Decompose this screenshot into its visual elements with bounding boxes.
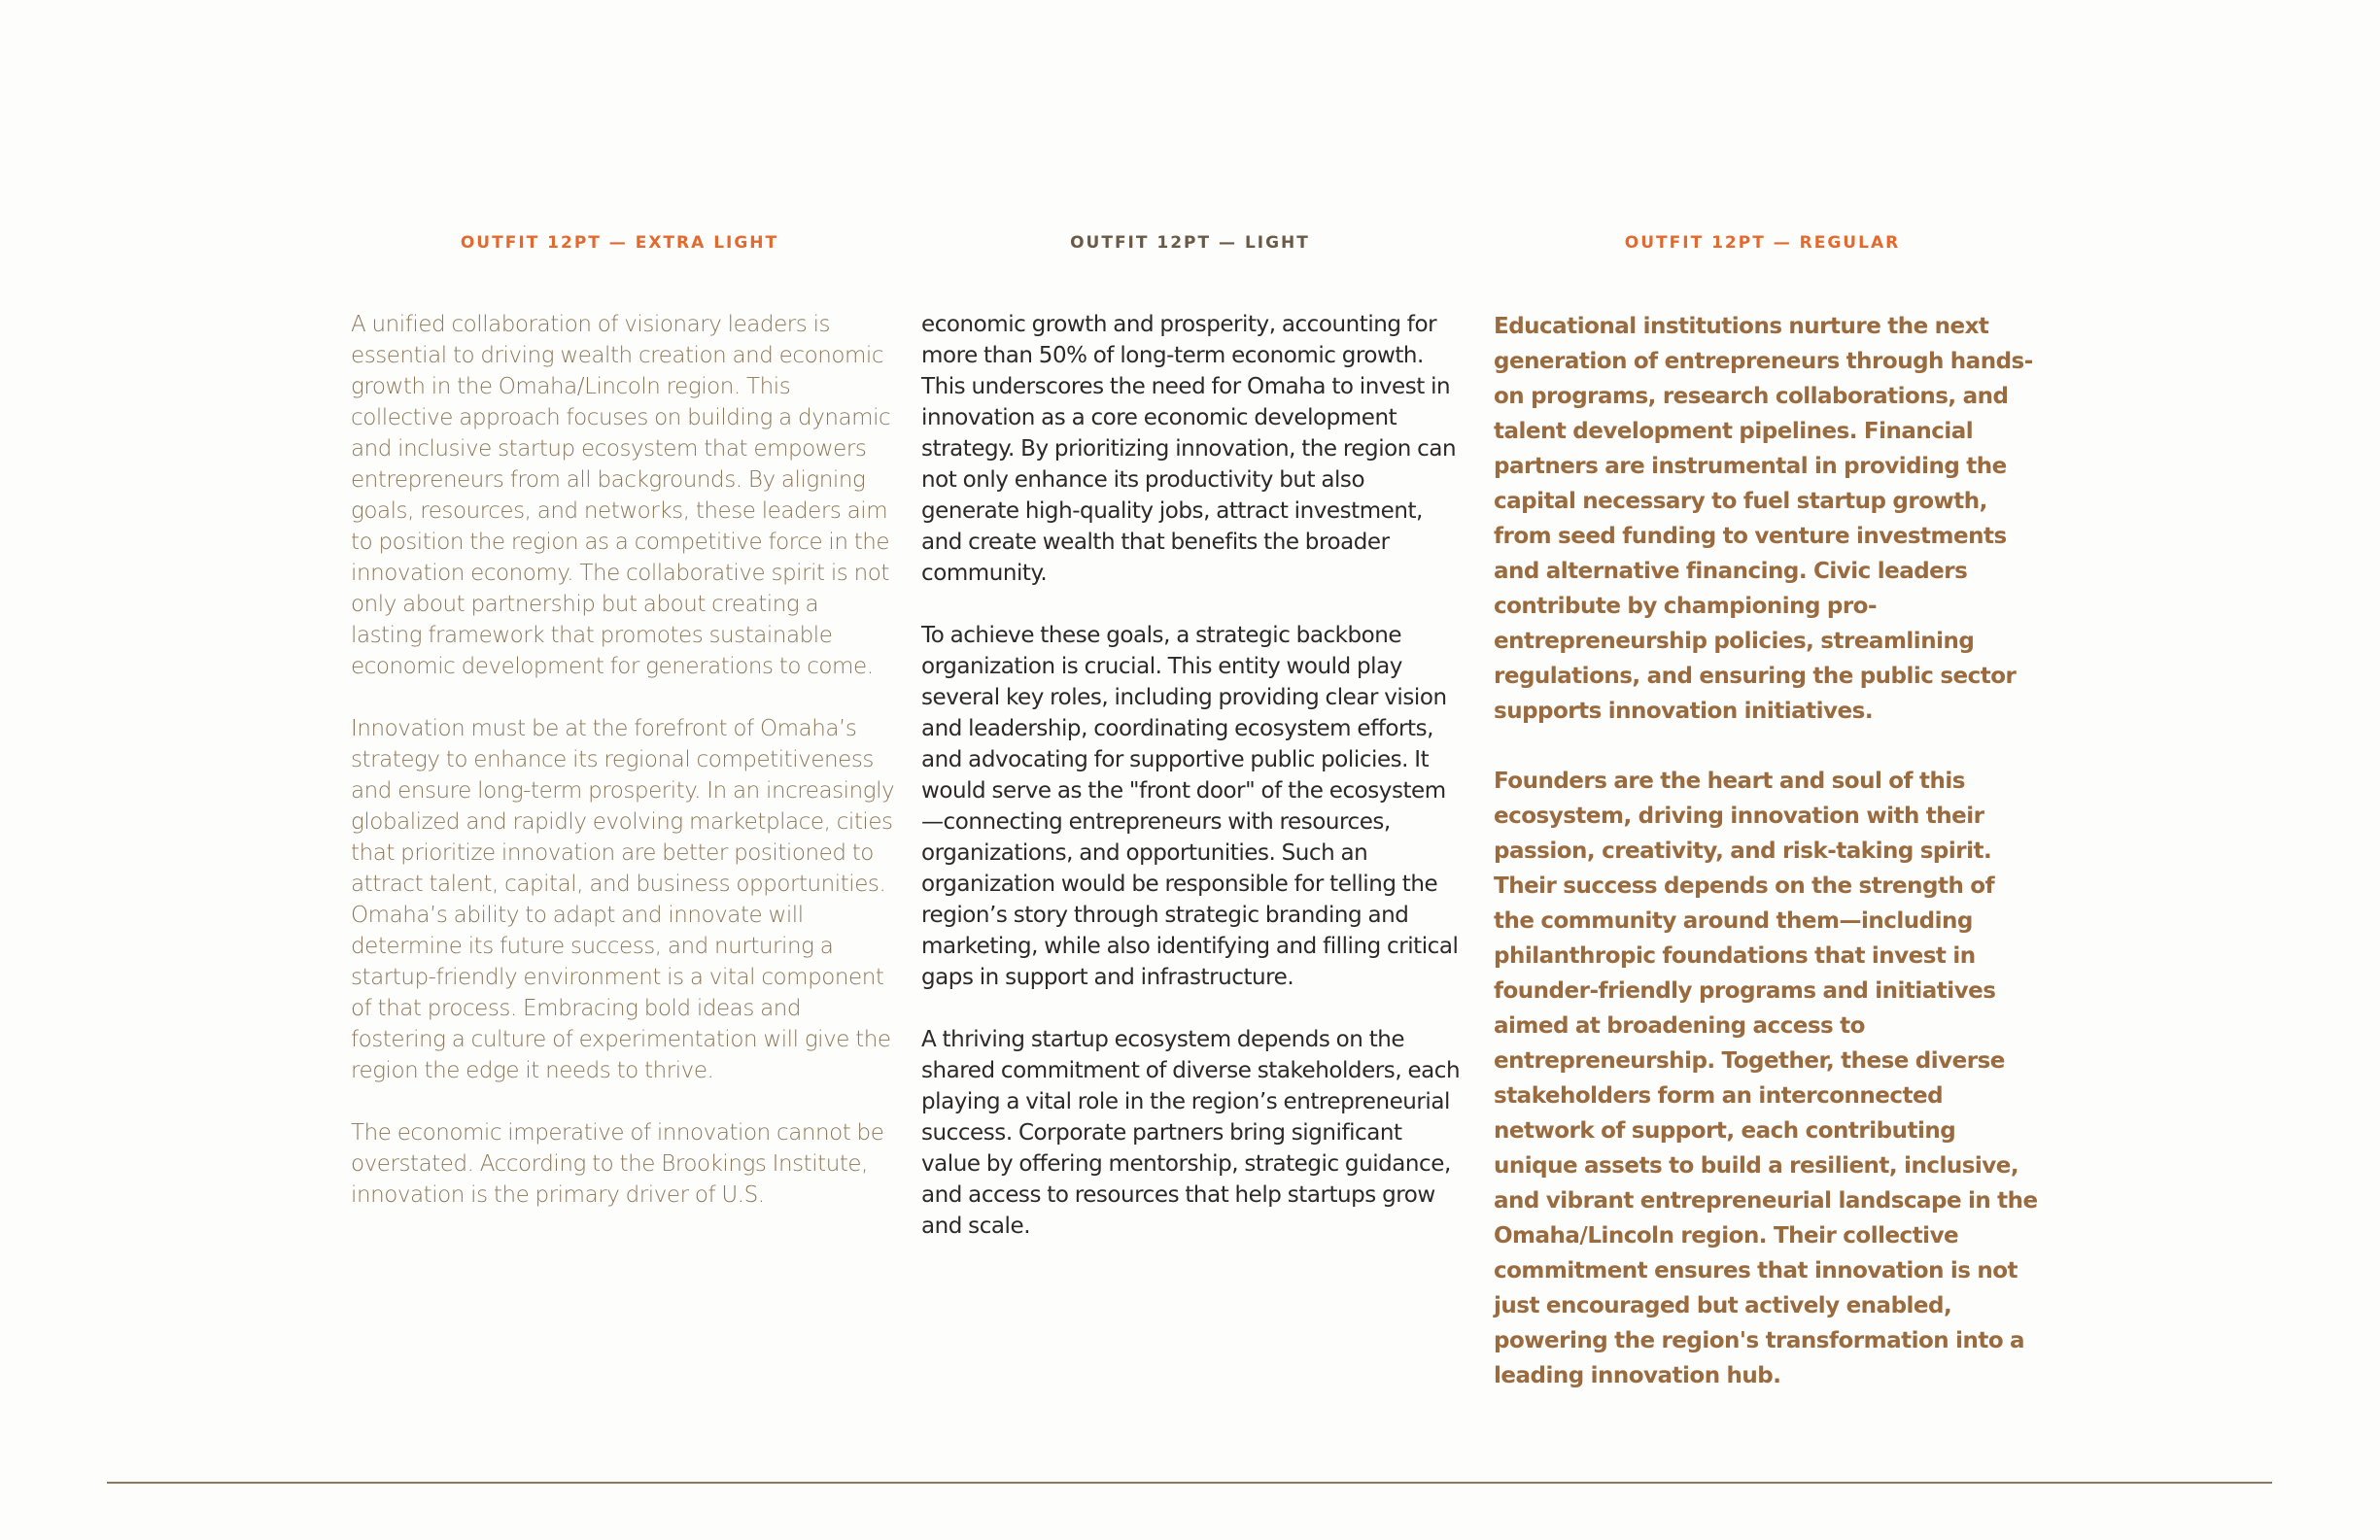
paragraph: Educational institutions nurture the next generation of entrepreneurs through hands-on programs, research collaborations, and talent development pipelines. Financial partners are instrumental in providing the capital necessary to fuel startup growth, from seed funding to venture investments and alternative financing. Civic leaders contribute by championing pro-entrepreneurship policies, streamlining regulations, and ensuring the public sector supports innovation initiatives.: [1494, 314, 2033, 724]
column-heading: OUTFIT 12PT — EXTRA LIGHT: [460, 233, 779, 253]
paragraph: To achieve these goals, a strategic backbone organization is crucial. This entity would play several key roles, including providing clear vision and leadership, coordinating ecosystem efforts, and advocating for supportive public policies. It would serve as the "front door" of the ecosystem—connecting entrepreneurs with resources, organizations, and opportunities. Such an organization would be responsible for telling the region’s story through strategic branding and marketing, while also identifying and filling critical gaps in support and infrastructure.: [921, 623, 1459, 990]
column-heading: OUTFIT 12PT — LIGHT: [1070, 233, 1310, 253]
paragraph: A unified collaboration of visionary leaders is essential to driving wealth creation and economic growth in the Omaha/Lincoln region. This collective approach focuses on building a dynamic and inclusive startup ecosystem that empowers entrepreneurs from all backgrounds. By aligning goals, resources, and networks, these leaders aim to position the region as a competitive force in the innovation economy. The collaborative spirit is not only about partnership but about creating a lasting framework that promotes sustainable economic development for generations to come.: [351, 312, 891, 679]
paragraph: Founders are the heart and soul of this ecosystem, driving innovation with their passion, creativity, and risk-taking spirit. Their success depends on the strength of the community around them—including philanthropic foundations that invest in founder-friendly programs and initiatives aimed at broadening access to entrepreneurship. Together, these diverse stakeholders form an interconnected network of support, each contributing unique assets to build a resilient, inclusive, and vibrant entrepreneurial landscape in the Omaha/Lincoln region. Their collective commitment ensures that innovation is not just encouraged but actively enabled, powering the region's transformation into a leading innovation hub.: [1494, 769, 2038, 1388]
column-body: [351, 309, 895, 1242]
paragraph: Innovation must be at the forefront of Omaha’s strategy to enhance its regional competitiveness and ensure long-term prosperity. In an increasingly globalized and rapidly evolving marketplace, cities that prioritize innovation are better positioned to attract talent, capital, and business opportunities. Omaha’s ability to adapt and innovate will determine its future success, and nurturing a startup-friendly environment is a vital component of that process. Embracing bold ideas and fostering a culture of experimentation will give the region the edge it needs to thrive.: [351, 716, 895, 1083]
paragraph: A thriving startup ecosystem depends on the shared commitment of diverse stakeholders, each playing a vital role in the region’s entrepreneurial success. Corporate partners bring significant value by offering mentorship, strategic guidance, and access to resources that help startups grow and scale.: [921, 1027, 1461, 1239]
paragraph: The economic imperative of innovation cannot be overstated. According to the Brookings Institute, innovation is the primary driver of U.S.: [351, 1120, 884, 1208]
paragraph: economic growth and prosperity, accounting for more than 50% of long-term economic growth. This underscores the need for Omaha to invest in innovation as a core economic development strategy. By prioritizing innovation, the region can not only enhance its productivity but also generate high-quality jobs, attract investment, and create wealth that benefits the broader community.: [921, 312, 1457, 586]
column-body: [921, 309, 1466, 1273]
footer-divider: [107, 1482, 2272, 1484]
column-body: [1494, 309, 2038, 1428]
column-heading: OUTFIT 12PT — REGULAR: [1624, 233, 1901, 253]
